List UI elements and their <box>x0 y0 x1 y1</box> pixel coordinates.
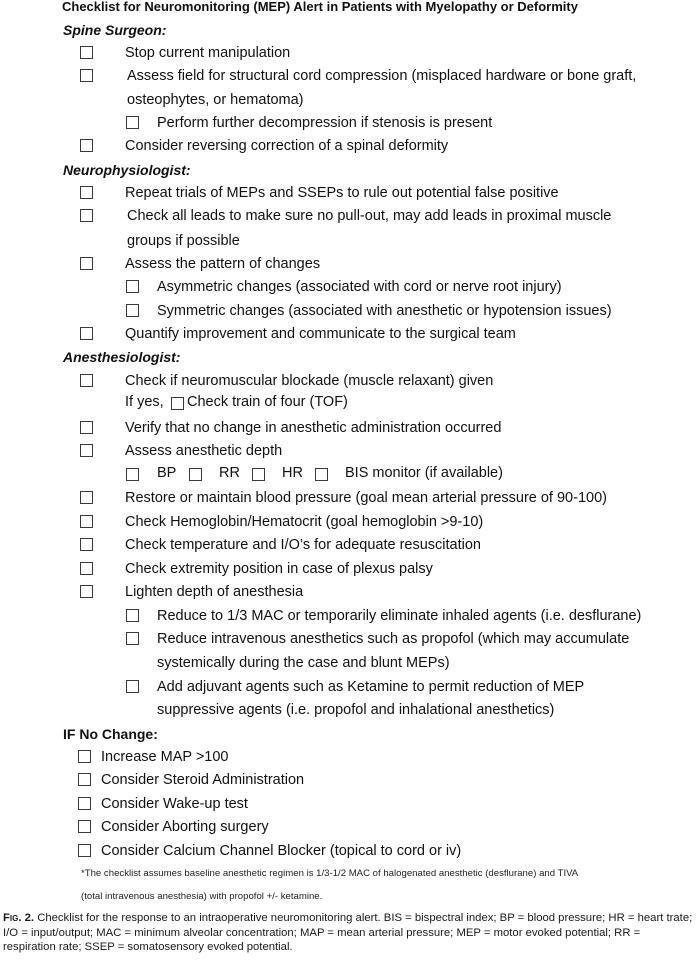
checkbox[interactable] <box>126 304 139 317</box>
checkbox[interactable] <box>80 374 93 387</box>
section-heading-spine-surgeon: Spine Surgeon: <box>63 21 167 38</box>
checkbox[interactable] <box>80 491 93 504</box>
figure-caption-text: Checklist for the response to an intraoperative neuromonitoring alert. BIS = bispectral index; BP = blood pressure; HR = heart trate; I/O = input/output; MAC = minimum alveolar concentration; MAP = mean arterial pressure; MEP = motor evoked potential; RR = respiration rate; SSEP = somatosensory evoked potential. <box>3 912 693 954</box>
checkbox[interactable] <box>80 444 93 457</box>
section-heading-neurophysiologist: Neurophysiologist: <box>63 161 191 178</box>
figure-label: Fig. 2. <box>3 912 35 924</box>
checkbox[interactable] <box>80 209 93 222</box>
checkbox[interactable] <box>126 116 139 129</box>
checklist-subitem-train-of-four: If yes, Check train of four (TOF) <box>125 394 348 410</box>
checklist-subitem-depth-measures: BP RR HR BIS monitor (if available) <box>0 463 696 486</box>
checkbox[interactable] <box>126 609 139 622</box>
checkbox[interactable] <box>171 397 184 410</box>
checklist-item-continuation: suppressive agents (i.e. propofol and inhalational anesthetics) <box>157 701 555 718</box>
section-heading-anesthesiologist: Anesthesiologist: <box>63 348 181 365</box>
checkbox[interactable] <box>80 139 93 152</box>
checkbox-bis[interactable] <box>315 468 328 481</box>
checklist-item-continuation: systemically during the case and blunt MEPs) <box>157 654 450 671</box>
checkbox[interactable] <box>78 773 91 786</box>
checkbox[interactable] <box>80 421 93 434</box>
figure-caption <box>3 911 696 955</box>
checkbox[interactable] <box>80 327 93 340</box>
checkbox[interactable] <box>78 820 91 833</box>
checkbox[interactable] <box>80 562 93 575</box>
checklist-item-continuation: groups if possible <box>127 232 240 249</box>
checkbox[interactable] <box>126 680 139 693</box>
checkbox[interactable] <box>80 515 93 528</box>
checkbox-hr[interactable] <box>252 468 265 481</box>
checkbox[interactable] <box>80 538 93 551</box>
checklist-item-continuation: osteophytes, or hematoma) <box>127 91 304 108</box>
checkbox[interactable] <box>78 844 91 857</box>
checkbox[interactable] <box>78 797 91 810</box>
checkbox[interactable] <box>126 632 139 645</box>
checkbox-rr[interactable] <box>189 468 202 481</box>
checkbox[interactable] <box>80 585 93 598</box>
checkbox[interactable] <box>80 46 93 59</box>
checkbox[interactable] <box>78 750 91 763</box>
checkbox[interactable] <box>80 257 93 270</box>
checkbox[interactable] <box>80 186 93 199</box>
footnote-line-2: (total intravenous anesthesia) with propofol +/- ketamine. <box>81 891 323 902</box>
checkbox[interactable] <box>126 280 139 293</box>
footnote-line-1: *The checklist assumes baseline anesthetic regimen is 1/3-1/2 MAC of halogenated anesthetic (desflurane) and TIVA <box>81 868 579 879</box>
section-heading-if-no-change: IF No Change: <box>63 725 158 742</box>
checkbox[interactable] <box>80 69 93 82</box>
checkbox-bp[interactable] <box>126 468 139 481</box>
checklist-title: Checklist for Neuromonitoring (MEP) Alert in Patients with Myelopathy or Deformity <box>62 0 578 14</box>
